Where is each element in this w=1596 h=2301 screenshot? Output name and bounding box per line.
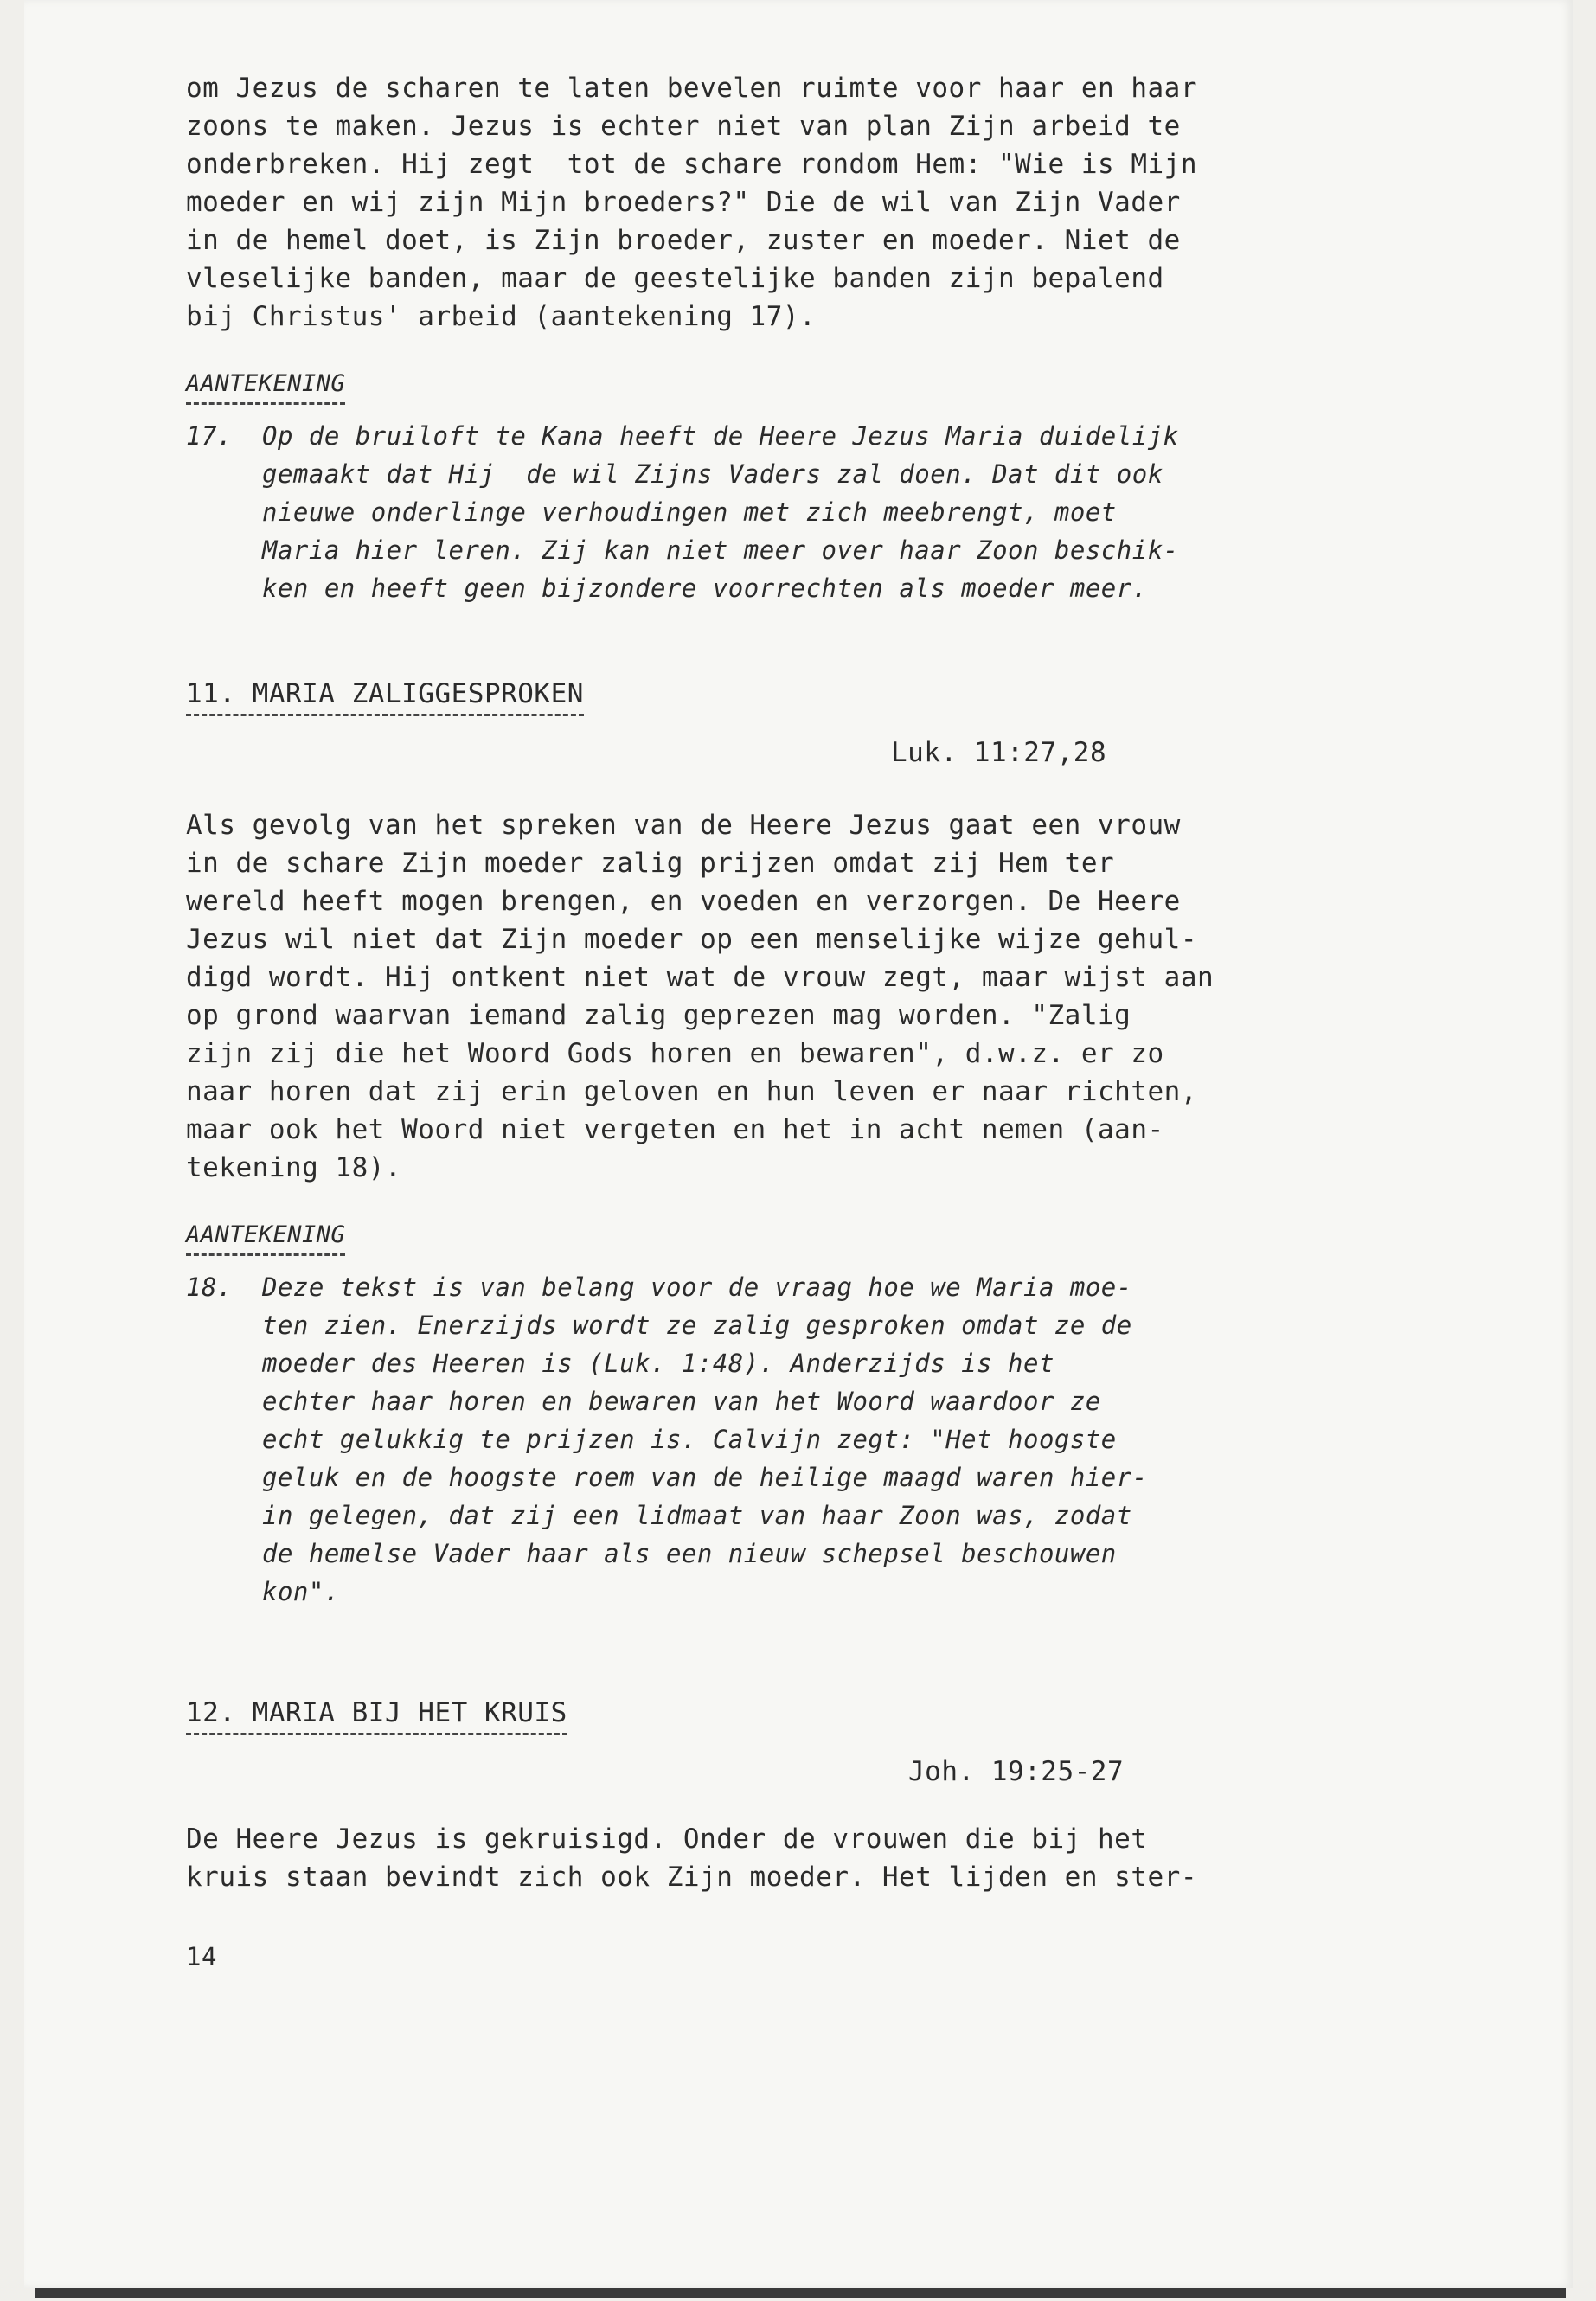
text-line: kruis staan bevindt zich ook Zijn moeder. Het lijden en ster- xyxy=(186,1862,1197,1893)
note-line: echter haar horen en bewaren van het Woord waardoor ze xyxy=(262,1387,1101,1416)
note-line: nieuwe onderlinge verhoudingen met zich meebrengt, moet xyxy=(262,497,1117,527)
note-line: in gelegen, dat zij een lidmaat van haar Zoon was, zodat xyxy=(262,1501,1132,1530)
note-18 xyxy=(186,1268,1397,1611)
note-line: Op de bruiloft te Kana heeft de Heere Jezus Maria duidelijk xyxy=(262,421,1179,451)
paragraph-intro xyxy=(186,69,1397,336)
text-line: De Heere Jezus is gekruisigd. Onder de vrouwen die bij het xyxy=(186,1823,1148,1855)
scripture-reference: Joh. 19:25-27 xyxy=(908,1756,1125,1787)
scripture-reference: Luk. 11:27,28 xyxy=(891,737,1107,768)
text-line: naar horen dat zij erin geloven en hun leven er naar richten, xyxy=(186,1076,1197,1107)
document-content xyxy=(186,69,1397,1976)
note-number: 17. xyxy=(186,421,233,451)
paragraph-section-11 xyxy=(186,806,1397,1187)
text-line: moeder en wij zijn Mijn broeders?" Die de wil van Zijn Vader xyxy=(186,187,1181,218)
note-line: Maria hier leren. Zij kan niet meer over haar Zoon beschik- xyxy=(262,535,1179,565)
note-17 xyxy=(186,417,1397,607)
page-number: 14 xyxy=(186,1942,217,1971)
text-line: op grond waarvan iemand zalig geprezen mag worden. "Zalig xyxy=(186,1000,1131,1031)
section-title-11: 11. MARIA ZALIGGESPROKEN xyxy=(186,676,584,716)
note-line: gemaakt dat Hij de wil Zijns Vaders zal doen. Dat dit ook xyxy=(262,459,1163,489)
text-line: bij Christus' arbeid (aantekening 17). xyxy=(186,301,817,332)
text-line: wereld heeft mogen brengen, en voeden en verzorgen. De Heere xyxy=(186,886,1181,917)
note-number: 18. xyxy=(186,1272,233,1302)
paragraph-section-12 xyxy=(186,1820,1397,1896)
note-line: kon". xyxy=(262,1577,340,1606)
text-line: om Jezus de scharen te laten bevelen ruimte voor haar en haar xyxy=(186,73,1197,104)
text-line: Als gevolg van het spreken van de Heere Jezus gaat een vrouw xyxy=(186,810,1181,841)
note-heading-17: AANTEKENING xyxy=(186,368,345,405)
note-line: moeder des Heeren is (Luk. 1:48). Anderzijds is het xyxy=(262,1349,1054,1378)
text-line: Jezus wil niet dat Zijn moeder op een menselijke wijze gehul- xyxy=(186,924,1197,955)
text-line: zoons te maken. Jezus is echter niet van plan Zijn arbeid te xyxy=(186,111,1181,142)
scan-edge-bar xyxy=(35,2288,1566,2298)
text-line: maar ook het Woord niet vergeten en het in acht nemen (aan- xyxy=(186,1114,1164,1145)
note-line: geluk en de hoogste roem van de heilige maagd waren hier- xyxy=(262,1463,1148,1492)
note-line: ken en heeft geen bijzondere voorrechten als moeder meer. xyxy=(262,574,1148,603)
note-heading-18: AANTEKENING xyxy=(186,1219,345,1256)
text-line: digd wordt. Hij ontkent niet wat de vrouw zegt, maar wijst aan xyxy=(186,962,1215,993)
section-title-12: 12. MARIA BIJ HET KRUIS xyxy=(186,1695,567,1735)
note-line: ten zien. Enerzijds wordt ze zalig gesproken omdat ze de xyxy=(262,1311,1132,1340)
text-line: onderbreken. Hij zegt tot de schare rondom Hem: "Wie is Mijn xyxy=(186,149,1197,180)
note-line: echt gelukkig te prijzen is. Calvijn zegt: "Het hoogste xyxy=(262,1425,1117,1454)
text-line: vleselijke banden, maar de geestelijke banden zijn bepalend xyxy=(186,263,1164,294)
text-line: zijn zij die het Woord Gods horen en bewaren", d.w.z. er zo xyxy=(186,1038,1164,1069)
text-line: in de hemel doet, is Zijn broeder, zuster en moeder. Niet de xyxy=(186,225,1181,256)
text-line: tekening 18). xyxy=(186,1152,402,1183)
note-line: Deze tekst is van belang voor de vraag hoe we Maria moe- xyxy=(262,1272,1132,1302)
note-line: de hemelse Vader haar als een nieuw schepsel beschouwen xyxy=(262,1539,1117,1568)
text-line: in de schare Zijn moeder zalig prijzen omdat zij Hem ter xyxy=(186,848,1115,879)
